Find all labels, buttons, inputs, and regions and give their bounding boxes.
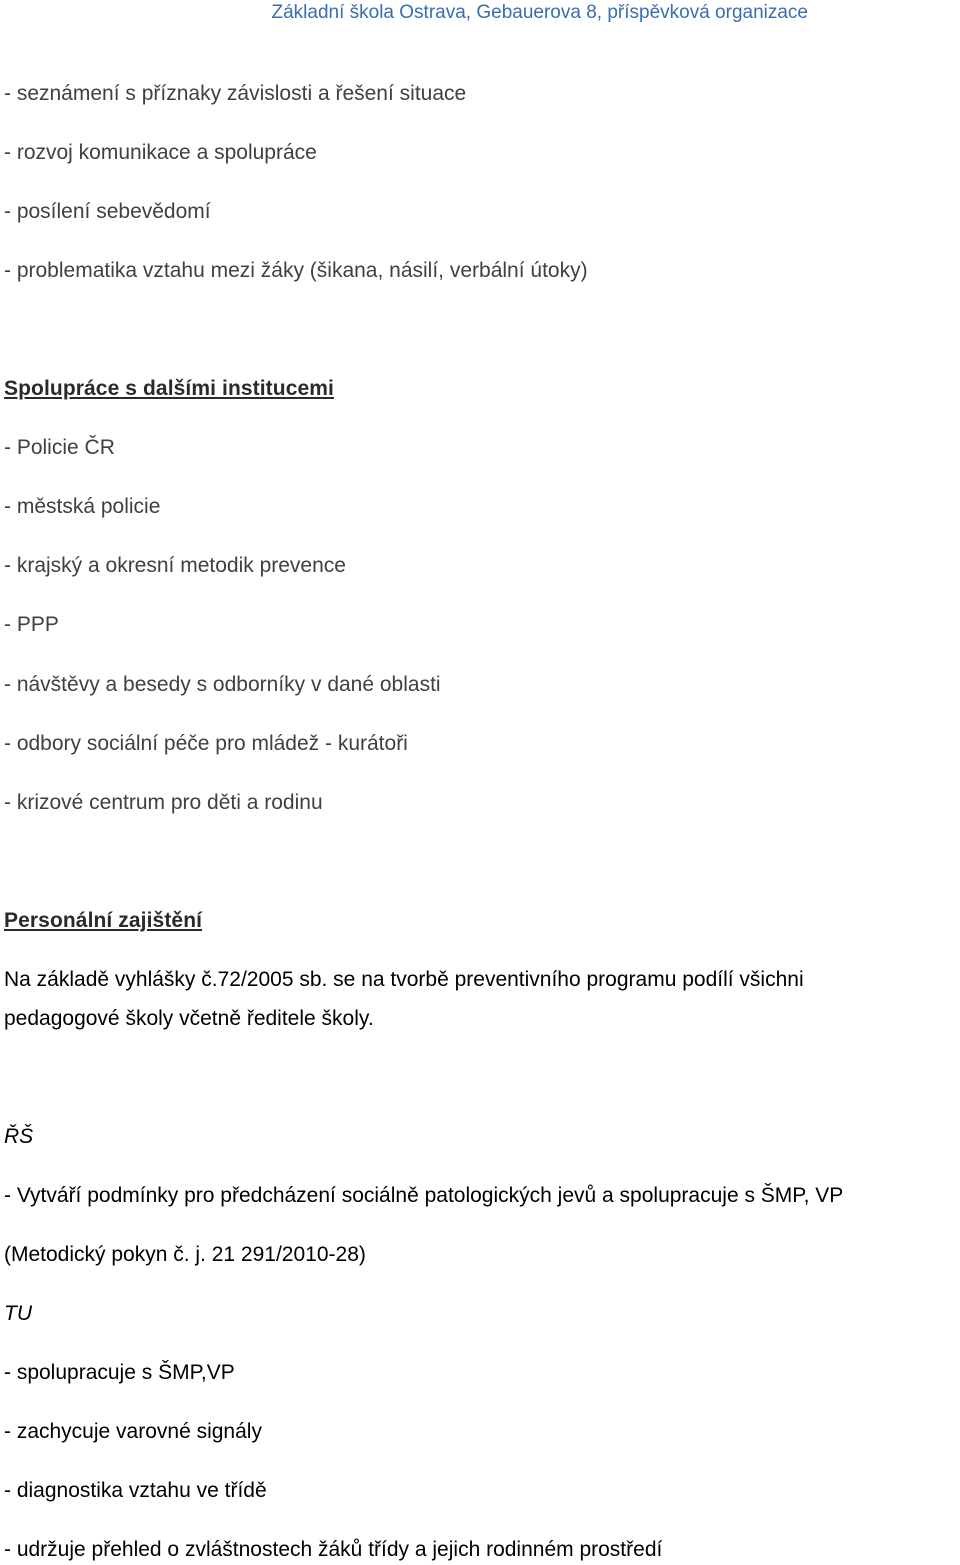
section-heading-cooperation: Spolupráce s dalšími institucemi xyxy=(4,377,334,400)
list-item: - PPP xyxy=(4,613,59,636)
list-item: - městská policie xyxy=(4,495,161,518)
list-item: - problematika vztahu mezi žáky (šikana, násilí, verbální útoky) xyxy=(4,259,588,282)
list-item: - krajský a okresní metodik prevence xyxy=(4,554,346,577)
list-item: - seznámení s příznaky závislosti a řešení situace xyxy=(4,82,467,105)
paragraph-line: Na základě vyhlášky č.72/2005 sb. se na tvorbě preventivního programu podílí všichni xyxy=(4,968,804,991)
list-item: - diagnostika vztahu ve třídě xyxy=(4,1479,267,1502)
list-item: - zachycuje varovné signály xyxy=(4,1420,262,1443)
paragraph-line: - Vytváří podmínky pro předcházení sociálně patologických jevů a spolupracuje s ŠMP, VP xyxy=(4,1184,844,1207)
list-item: - Policie ČR xyxy=(4,436,115,459)
paragraph-line: pedagogové školy včetně ředitele školy. xyxy=(4,1007,374,1030)
list-item: - rozvoj komunikace a spolupráce xyxy=(4,141,317,164)
paragraph-line: (Metodický pokyn č. j. 21 291/2010-28) xyxy=(4,1243,366,1266)
list-item: - spolupracuje s ŠMP,VP xyxy=(4,1361,235,1384)
role-label-tu: TU xyxy=(4,1302,32,1325)
page-header: Základní škola Ostrava, Gebauerova 8, příspěvková organizace xyxy=(271,2,808,23)
list-item: - návštěvy a besedy s odborníky v dané oblasti xyxy=(4,673,441,696)
section-heading-staff: Personální zajištění xyxy=(4,909,203,932)
list-item: - udržuje přehled o zvláštnostech žáků třídy a jejich rodinném prostředí xyxy=(4,1538,663,1561)
list-item: - posílení sebevědomí xyxy=(4,200,211,223)
list-item: - odbory sociální péče pro mládež - kurátoři xyxy=(4,732,408,755)
list-item: - krizové centrum pro děti a rodinu xyxy=(4,791,323,814)
role-label-rs: ŘŠ xyxy=(4,1125,34,1148)
